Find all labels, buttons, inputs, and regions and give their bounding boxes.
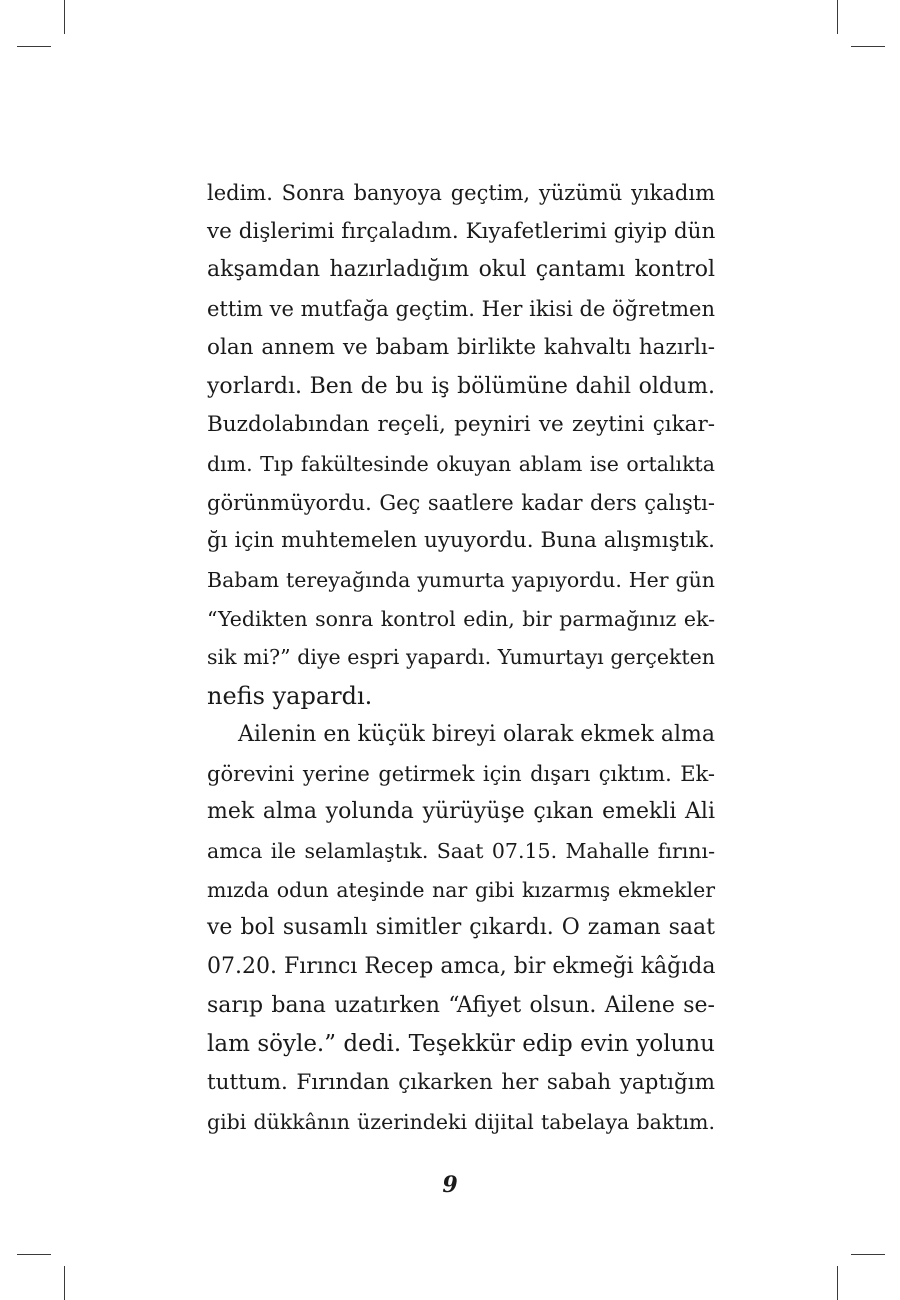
crop-mark-bottom-right-horizontal [851, 1254, 885, 1255]
text-line: ledim. Sonra banyoya geçtim, yüzümü yıkadım [207, 181, 715, 205]
text-line: gibi dükkânın üzerindeki dijital tabelaya baktım. [207, 1109, 715, 1134]
text-line: ettim ve mutfağa geçtim. Her ikisi de öğretmen [207, 297, 715, 322]
text-line: lam söyle.” dedi. Teşekkür edip evin yolunu [207, 1031, 715, 1058]
text-line: Ailenin en küçük bireyi olarak ekmek alma [238, 721, 715, 747]
text-line: mızda odun ateşinde nar gibi kızarmış ekmekler [207, 877, 715, 902]
text-line: akşamdan hazırladığım okul çantamı kontrol [207, 257, 715, 283]
crop-mark-bottom-left-horizontal [17, 1254, 51, 1255]
text-line: sarıp bana uzatırken “Afiyet olsun. Ailene se- [207, 992, 715, 1018]
text-line: amca ile selamlaştık. Saat 07.15. Mahalle fırını- [207, 838, 715, 863]
crop-mark-top-left-vertical [64, 0, 65, 34]
paragraph-1 [207, 174, 715, 716]
text-line: nefis yapardı. [207, 682, 373, 711]
text-line: olan annem ve babam birlikte kahvaltı hazırlı- [207, 334, 715, 360]
paragraph-2 [207, 716, 715, 1142]
text-line: mek alma yolunda yürüyüşe çıkan emekli Ali [207, 799, 715, 825]
text-line: görünmüyordu. Geç saatlere kadar ders çalıştı- [207, 490, 715, 515]
page-number: 9 [442, 1172, 458, 1198]
body-text [207, 174, 715, 1142]
crop-mark-top-right-vertical [837, 0, 838, 34]
crop-mark-top-left-horizontal [17, 46, 51, 47]
text-line: “Yedikten sonra kontrol edin, bir parmağınız ek- [207, 606, 715, 631]
text-line: Babam tereyağında yumurta yapıyordu. Her gün [207, 568, 715, 593]
crop-mark-bottom-right-vertical [837, 1266, 838, 1300]
crop-mark-top-right-horizontal [851, 46, 885, 47]
text-line: görevini yerine getirmek için dışarı çıktım. Ek- [207, 761, 715, 786]
text-line: sik mi?” diye espri yapardı. Yumurtayı gerçekten [207, 645, 715, 670]
text-line: yorlardı. Ben de bu iş bölümüne dahil oldum. [207, 373, 715, 399]
text-line: ve dişlerimi fırçaladım. Kıyafetlerimi giyip dün [207, 218, 716, 244]
text-line: ve bol susamlı simitler çıkardı. O zaman saat [207, 915, 715, 941]
text-line: Buzdolabından reçeli, peyniri ve zeytini çıkar- [207, 412, 715, 438]
text-line: dım. Tıp fakültesinde okuyan ablam ise ortalıkta [207, 451, 715, 476]
text-line: ğı için muhtemelen uyuyordu. Buna alışmıştık. [207, 528, 715, 554]
text-line: 07.20. Fırıncı Recep amca, bir ekmeği kâğıda [207, 954, 716, 980]
crop-mark-bottom-left-vertical [64, 1266, 65, 1300]
text-line: tuttum. Fırından çıkarken her sabah yaptığım [207, 1070, 715, 1096]
